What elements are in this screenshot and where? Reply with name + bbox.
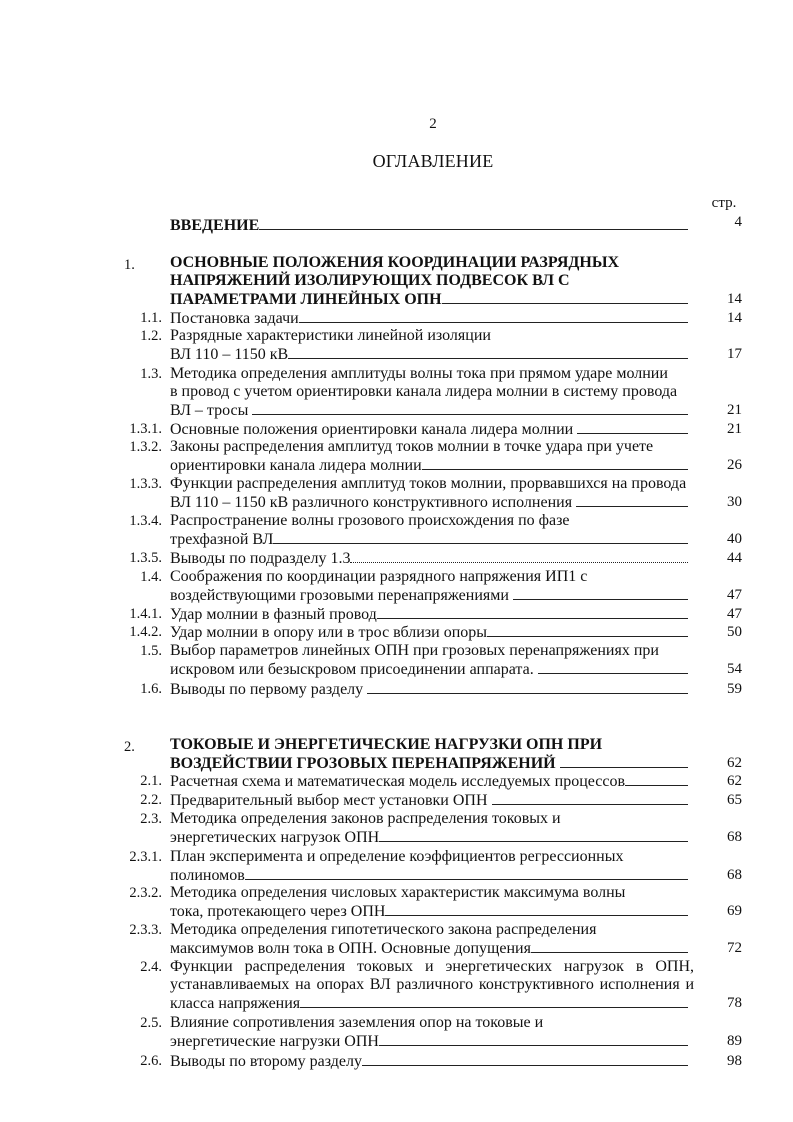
toc-page: 47 <box>727 587 742 603</box>
toc-page: 30 <box>727 494 742 510</box>
toc-entry: трехфазной ВЛ <box>170 530 688 548</box>
toc-page: 69 <box>727 903 742 919</box>
toc-entry-number: 1.4. <box>140 569 162 585</box>
leader-line <box>245 866 688 880</box>
toc-page: 68 <box>727 829 742 845</box>
toc-intro-label: ВВЕДЕНИЕ <box>170 217 260 234</box>
toc-entry: Выводы по подразделу 1.3 <box>170 549 688 567</box>
toc-entry-line: в провод с учетом ориентировки канала лидера молнии в систему провода <box>170 383 678 400</box>
toc-entry: Удар молнии в опору или в трос вблизи опоры <box>170 623 688 641</box>
pages-column-header: стр. <box>711 195 737 211</box>
toc-page: 98 <box>727 1053 742 1069</box>
toc-page: 54 <box>727 661 742 677</box>
toc-page: 59 <box>727 681 742 697</box>
leader-line <box>367 680 688 694</box>
leader-line <box>560 754 688 768</box>
toc-entry-number: 1.1. <box>140 310 162 326</box>
leader-line <box>577 420 688 434</box>
toc-entry-number: 1.3.3. <box>129 476 162 492</box>
leader-line <box>513 586 688 600</box>
toc-entry-number: 1.4.2. <box>129 624 162 640</box>
toc-section-title-line: ВОЗДЕЙСТВИИ ГРОЗОВЫХ ПЕРЕНАПРЯЖЕНИЙ <box>170 754 688 772</box>
toc-entry-line: Соображения по координации разрядного напряжения ИП1 с <box>170 568 588 585</box>
toc-entry: ВЛ 110 – 1150 кВ различного конструктивного исполнения <box>170 493 688 511</box>
toc-section-number: 1. <box>124 257 135 273</box>
leader-line <box>576 493 688 507</box>
leader-line <box>538 660 688 674</box>
toc-entry-number: 1.5. <box>140 643 162 659</box>
toc-entry-line: Законы распределения амплитуд токов молнии в точке удара при учете <box>170 438 654 455</box>
toc-section-title-line: ОСНОВНЫЕ ПОЛОЖЕНИЯ КООРДИНАЦИИ РАЗРЯДНЫХ <box>170 254 620 271</box>
toc-entry: воздействующими грозовыми перенапряжениями <box>170 586 688 604</box>
toc-entry-number: 2.6. <box>140 1053 162 1069</box>
toc-entry-number: 1.6. <box>140 681 162 697</box>
toc-entry-line: Методика определения гипотетического закона распределения <box>170 921 597 938</box>
toc-entry: ВЛ 110 – 1150 кВ <box>170 345 688 363</box>
toc-entry: Расчетная схема и математическая модель исследуемых процессов <box>170 772 688 790</box>
leader-line <box>252 401 688 415</box>
toc-page: 68 <box>727 867 742 883</box>
leader-line <box>487 623 688 637</box>
toc-entry: энергетические нагрузки ОПН <box>170 1032 688 1050</box>
toc-entry-number: 1.2. <box>140 328 162 344</box>
toc-entry-number: 1.3.2. <box>129 439 162 455</box>
toc-entry-number: 2.2. <box>140 792 162 808</box>
toc-entry: полиномов <box>170 866 688 884</box>
toc-entry-line: Разрядные характеристики линейной изоляции <box>170 327 491 344</box>
toc-entry-line: Функции распределения токовых и энергетических нагрузок в ОПН, <box>170 958 694 975</box>
toc-page: 65 <box>727 792 742 808</box>
toc-page: 14 <box>727 291 742 307</box>
toc-entry: Удар молнии в фазный провод <box>170 605 688 623</box>
toc-entry-number: 2.1. <box>140 773 162 789</box>
toc-entry: Предварительный выбор мест установки ОПН <box>170 791 688 809</box>
toc-intro-page: 4 <box>734 214 742 230</box>
page-title: ОГЛАВЛЕНИЕ <box>372 151 494 171</box>
toc-entry: максимумов волн тока в ОПН. Основные допущения <box>170 939 688 957</box>
toc-page: 47 <box>727 606 742 622</box>
toc-page: 89 <box>727 1033 742 1049</box>
toc-entry-line: Методика определения числовых характеристик максимума волны <box>170 884 626 901</box>
toc-entry-line: Методика определения законов распределения токовых и <box>170 810 561 827</box>
leader-line <box>442 290 688 304</box>
toc-section-number: 2. <box>124 739 135 755</box>
toc-entry-number: 1.3.1. <box>129 421 162 437</box>
toc-entry: Выводы по первому разделу <box>170 680 688 698</box>
leader-line <box>492 791 688 805</box>
leader-line <box>379 1032 688 1046</box>
leader-line <box>625 772 688 786</box>
toc-page: 17 <box>727 346 742 362</box>
toc-entry: энергетических нагрузок ОПН <box>170 828 688 846</box>
leader-line <box>531 939 688 953</box>
toc-entry: Выводы по второму разделу <box>170 1052 688 1070</box>
leader-line <box>379 828 688 842</box>
toc-section-title-line: НАПРЯЖЕНИЙ ИЗОЛИРУЮЩИХ ПОДВЕСОК ВЛ С <box>170 272 570 289</box>
toc-page: 21 <box>727 402 742 418</box>
toc-entry-number: 1.3. <box>140 366 162 382</box>
leader-line <box>288 345 688 359</box>
toc-entry-number: 2.3.1. <box>129 849 162 865</box>
toc-section-title-line: ПАРАМЕТРАМИ ЛИНЕЙНЫХ ОПН <box>170 290 688 308</box>
leader-line <box>422 456 688 470</box>
toc-entry-number: 2.3.2. <box>129 885 162 901</box>
toc-entry-line: Методика определения амплитуды волны тока при прямом ударе молнии <box>170 365 668 382</box>
toc-page: 44 <box>727 550 742 566</box>
toc-entry-line: Влияние сопротивления заземления опор на токовые и <box>170 1014 544 1031</box>
toc-entry-number: 2.4. <box>140 959 162 975</box>
toc-section-title-line: ТОКОВЫЕ И ЭНЕРГЕТИЧЕСКИЕ НАГРУЗКИ ОПН ПРИ <box>170 736 603 753</box>
toc-entry-line: План эксперимента и определение коэффициентов регрессионных <box>170 848 624 865</box>
toc-entry-number: 1.4.1. <box>129 606 162 622</box>
toc-entry: искровом или безыскровом присоединении аппарата. <box>170 660 688 678</box>
toc-entry-number: 2.3.3. <box>129 922 162 938</box>
leader-line <box>259 216 688 230</box>
toc-entry-number: 2.3. <box>140 811 162 827</box>
toc-page: 50 <box>727 624 742 640</box>
toc-intro <box>170 216 688 234</box>
leader-line <box>299 309 688 323</box>
leader-line <box>385 902 688 916</box>
toc-page: 26 <box>727 457 742 473</box>
leader-line <box>350 549 688 563</box>
toc-entry: Основные положения ориентировки канала лидера молнии <box>170 420 688 438</box>
toc-entry-line: Выбор параметров линейных ОПН при грозовых перенапряжениях при <box>170 642 659 659</box>
toc-page: 14 <box>727 310 742 326</box>
toc-page: 62 <box>727 755 742 771</box>
toc-entry-line: Распространение волны грозового происхождения по фазе <box>170 512 570 529</box>
leader-line <box>300 994 688 1008</box>
toc-entry: ВЛ – тросы <box>170 401 688 419</box>
toc-page: 62 <box>727 773 742 789</box>
leader-line <box>273 530 688 544</box>
toc-page: 78 <box>727 995 742 1011</box>
toc-entry: Постановка задачи <box>170 309 688 327</box>
toc-entry-number: 1.3.4. <box>129 513 162 529</box>
toc-entry: тока, протекающего через ОПН <box>170 902 688 920</box>
leader-line <box>362 1052 688 1066</box>
toc-entry: ориентировки канала лидера молнии <box>170 456 688 474</box>
toc-entry-number: 1.3.5. <box>129 550 162 566</box>
toc-page: 72 <box>727 940 742 956</box>
toc-page: 40 <box>727 531 742 547</box>
leader-line <box>377 605 688 619</box>
toc-entry-line: Функции распределения амплитуд токов молнии, прорвавшихся на провода <box>170 475 687 492</box>
toc-entry-line: устанавливаемых на опорах ВЛ различного конструктивного исполнения и <box>170 976 694 993</box>
toc-entry-number: 2.5. <box>140 1015 162 1031</box>
page-number: 2 <box>429 116 437 132</box>
toc-entry: класса напряжения <box>170 994 688 1012</box>
toc-page: 21 <box>727 421 742 437</box>
